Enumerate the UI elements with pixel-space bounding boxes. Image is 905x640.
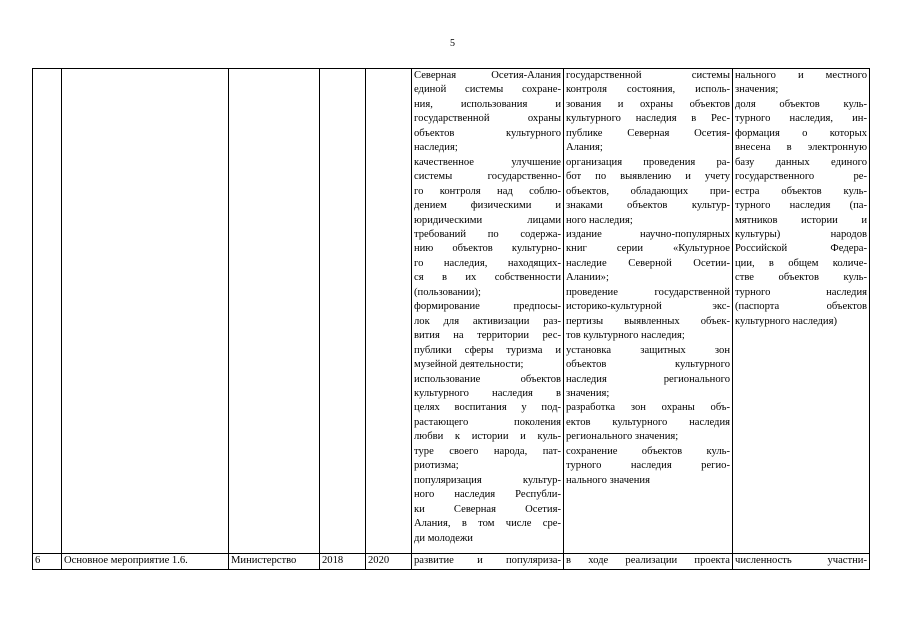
indicators-start: численность участни- — [733, 554, 870, 570]
text-line: го наследия, находящих- — [414, 257, 561, 269]
text-line: формирование предпосы- — [414, 301, 561, 313]
text-line: тов культурного наследия; — [566, 330, 685, 342]
text-line: наследия регионального — [566, 373, 730, 385]
text-line: культуры) народов — [735, 228, 867, 240]
text-line: нального значения — [566, 474, 650, 486]
text-line: ектов культурного наследия — [566, 416, 730, 428]
text-line: естра объектов куль- — [735, 185, 867, 197]
text-line: наследия; — [414, 142, 458, 154]
text-line: сохранение объектов куль- — [566, 445, 730, 457]
text-line: формация о которых — [735, 127, 867, 139]
program-activities-table — [32, 68, 870, 570]
text-line: публике Северная Осетия- — [566, 127, 730, 139]
text-line: юридическими лицами — [414, 214, 561, 226]
text-line: требований по содержа- — [414, 228, 561, 240]
text-line: публики сферы туризма и — [414, 344, 561, 356]
text-line: турного наследия регио- — [566, 460, 730, 472]
text-line: разработка зон охраны объ- — [566, 402, 730, 414]
text-line: издание научно-популярных — [566, 228, 730, 240]
text-line: книг серии «Культурное — [566, 243, 730, 255]
text-line: Российской Федера- — [735, 243, 867, 255]
text-line: популяризация культур- — [414, 474, 561, 486]
text-line: растающего поколения — [414, 416, 561, 428]
text-line: объектов культурного — [566, 359, 730, 371]
text-line: музейной деятельности; — [414, 359, 524, 371]
cell-end-year — [366, 69, 412, 554]
end-year: 2020 — [366, 554, 412, 570]
main-directions-start: в ходе реализации проекта — [564, 554, 733, 570]
text-line: регионального значения; — [566, 431, 679, 443]
text-line: турного наследия, ин- — [735, 113, 867, 125]
text-line: Северная Осетия-Алания — [414, 70, 561, 81]
text-line: качественное улучшение — [414, 156, 561, 168]
text-line: организация проведения ра- — [566, 156, 730, 168]
cell-executor — [229, 69, 320, 554]
text-line: нию объектов культурно- — [414, 243, 561, 255]
expected-results-start: развитие и популяриза- — [412, 554, 564, 570]
text-line: нального и местного — [735, 70, 867, 81]
text-line: турного наследия (па- — [735, 200, 867, 212]
text-line: системы государственно- — [414, 171, 561, 183]
cell-indicators — [733, 69, 870, 554]
text-line: туре своего народа, пат- — [414, 445, 561, 457]
cell-expected-results — [412, 69, 564, 554]
text-line: контроля состояния, исполь- — [566, 84, 730, 96]
text-line: ния, использования и — [414, 98, 561, 110]
text-line: го контроля над соблю- — [414, 185, 561, 197]
text-line: (паспорта объектов — [735, 301, 867, 313]
cell-start-year — [320, 69, 366, 554]
text-line: культурного наследия) — [735, 315, 838, 327]
text-line: доля объектов куль- — [735, 98, 867, 110]
text-line: внесена в электронную — [735, 142, 867, 154]
text-line: объектов, обладающих при- — [566, 185, 730, 197]
text-line: ного наследия; — [566, 214, 633, 226]
text-line: государственной охраны — [414, 113, 561, 125]
page-number: 5 — [450, 38, 455, 49]
text-line: мятников истории и — [735, 214, 867, 226]
text-line: (пользовании); — [414, 286, 481, 298]
text-line: объектов культурного — [414, 127, 561, 139]
text-line: наследие Северной Осетии- — [566, 257, 730, 269]
text-line: Алания; — [566, 142, 603, 154]
text-line: лок для активизации раз- — [414, 315, 561, 327]
text-line: ции, в общем количе- — [735, 257, 867, 269]
start-year: 2018 — [320, 554, 366, 570]
text-line: значения; — [735, 84, 779, 96]
text-line: пертизы выявленных объек- — [566, 315, 730, 327]
text-line: целях воспитания у под- — [414, 402, 561, 414]
text-line: ного наследия Республи- — [414, 489, 561, 501]
text-line: бот по выявлению и учету — [566, 171, 730, 183]
text-line: культурного наследия в Рес- — [566, 113, 730, 125]
executor: Министерство — [229, 554, 320, 570]
text-line: проведение государственной — [566, 286, 730, 298]
text-line: турного наследия — [735, 286, 867, 298]
text-line: риотизма; — [414, 460, 459, 472]
text-line: любви к истории и куль- — [414, 431, 561, 443]
cell-activity-name — [62, 69, 229, 554]
text-line: дением физическими и — [414, 200, 561, 212]
table-row-6 — [33, 554, 870, 570]
text-line: установка защитных зон — [566, 344, 730, 356]
text-line: значения; — [566, 387, 610, 399]
text-line: государственного ре- — [735, 171, 867, 183]
text-line: использование объектов — [414, 373, 561, 385]
text-line: стве объектов куль- — [735, 272, 867, 284]
text-line: вития на территории рес- — [414, 330, 561, 342]
activity-name: Основное мероприятие 1.6. — [62, 554, 229, 570]
text-line: государственной системы — [566, 70, 730, 81]
cell-number — [33, 69, 62, 554]
text-line: базу данных единого — [735, 156, 867, 168]
text-line: историко-культурной экс- — [566, 301, 730, 313]
cell-main-directions — [564, 69, 733, 554]
text-line: знаками объектов культур- — [566, 200, 730, 212]
text-line: Алания, в том числе сре- — [414, 518, 561, 530]
text-line: зования и охраны объектов — [566, 98, 730, 110]
text-line: ся в их собственности — [414, 272, 561, 284]
row-number: 6 — [33, 554, 62, 570]
text-line: ди молодежи — [414, 532, 473, 544]
text-line: ки Северная Осетия- — [414, 503, 561, 515]
text-line: единой системы сохране- — [414, 84, 561, 96]
text-line: Алании»; — [566, 272, 609, 284]
table-row-continuation — [33, 69, 870, 554]
text-line: культурного наследия в — [414, 387, 561, 399]
